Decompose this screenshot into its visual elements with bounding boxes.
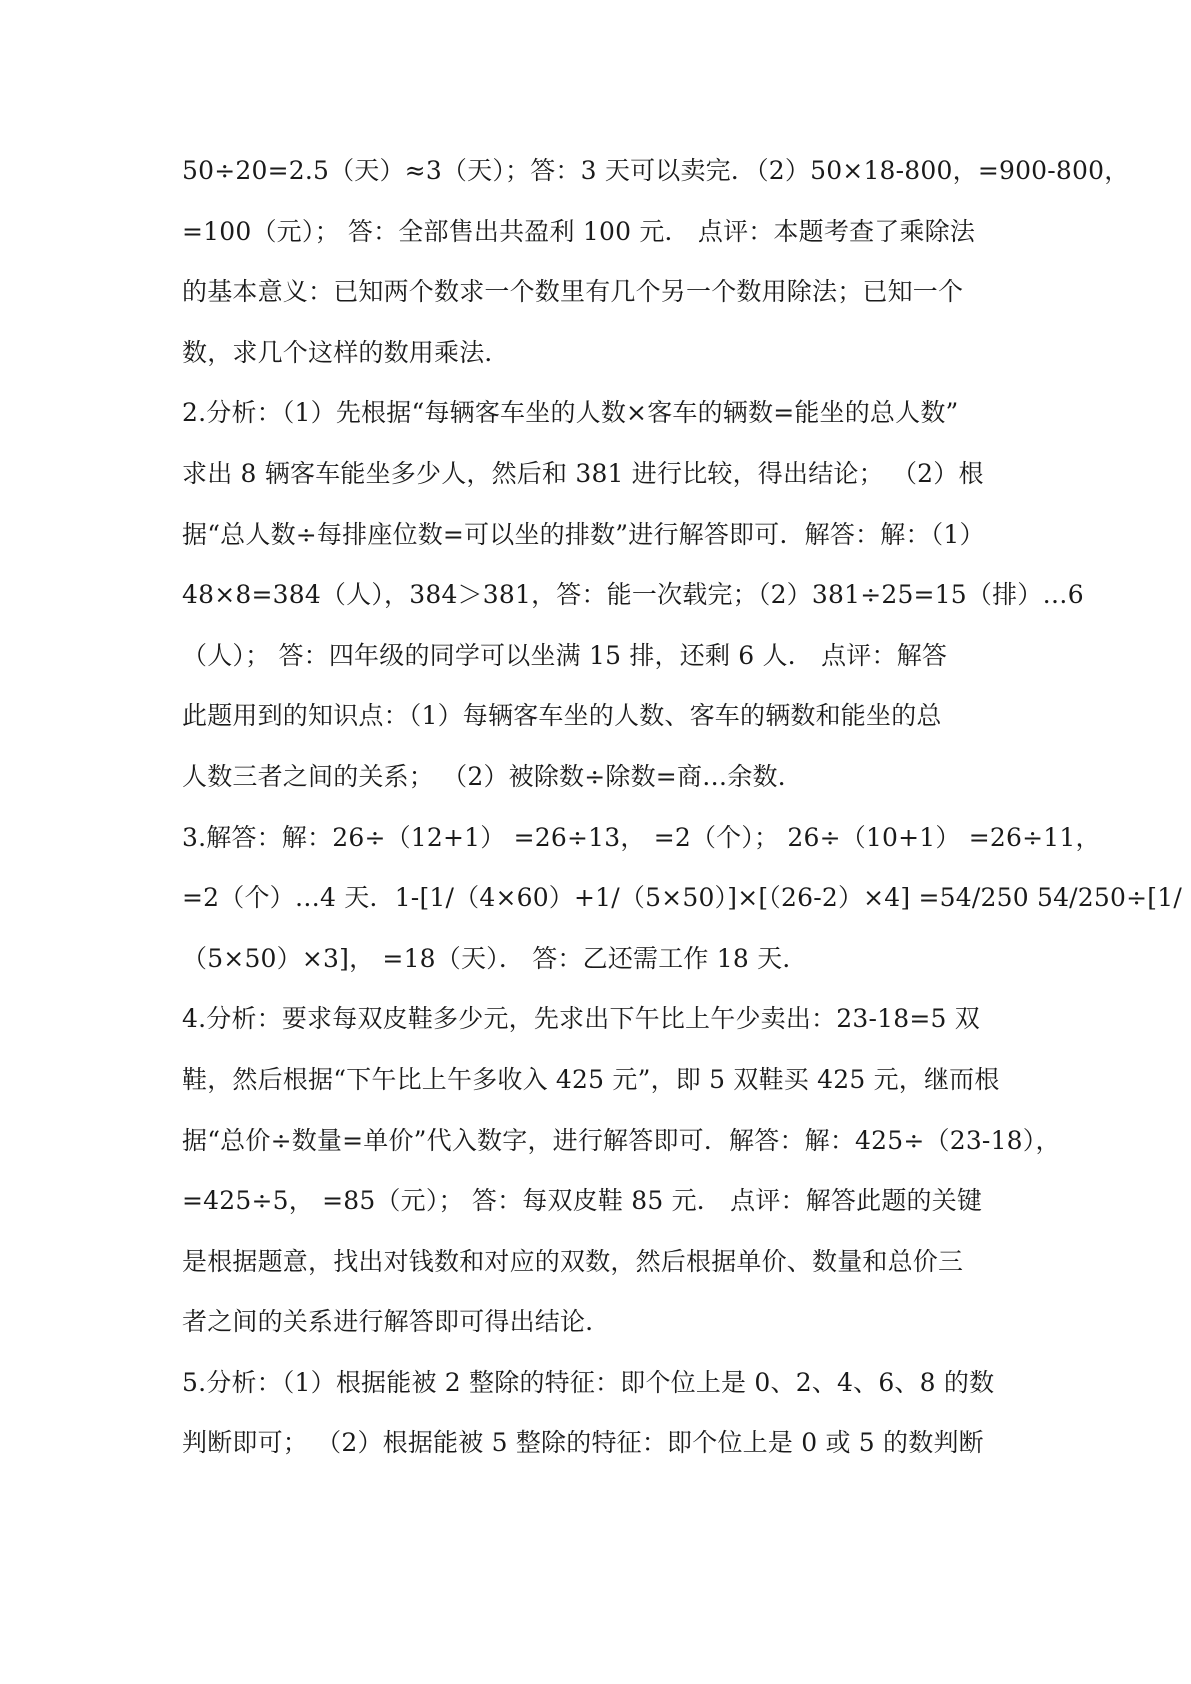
text-line: 48×8=384（人），384＞381，答：能一次载完；（2）381÷25=15（排）…6 bbox=[182, 580, 1084, 610]
text-line: 50÷20=2.5（天）≈3（天）；答：3 天可以卖完．（2）50×18-800，=900-800， bbox=[182, 156, 1130, 185]
text-line: 3.解答：解：26÷（12+1） =26÷13， =2（个）； 26÷（10+1） =26÷11， bbox=[182, 822, 1101, 852]
text-line: 据“总价÷数量=单价”代入数字，进行解答即可．解答：解：425÷（23-18）， bbox=[182, 1125, 1061, 1155]
text-line: （人）； 答：四年级的同学可以坐满 15 排，还剩 6 人． 点评：解答 bbox=[182, 640, 948, 670]
answer-text-block bbox=[182, 154, 1182, 1487]
text-line: 4.分析：要求每双皮鞋多少元，先求出下午比上午少卖出：23-18=5 双 bbox=[182, 1004, 980, 1034]
text-line: 据“总人数÷每排座位数=可以坐的排数”进行解答即可．解答：解：（1） bbox=[182, 519, 985, 549]
text-line: 鞋，然后根据“下午比上午多收入 425 元”，即 5 双鞋买 425 元，继而根 bbox=[182, 1064, 1000, 1094]
text-line: 是根据题意，找出对钱数和对应的双数，然后根据单价、数量和总价三 bbox=[182, 1246, 964, 1276]
text-line: 数，求几个这样的数用乘法． bbox=[182, 337, 510, 367]
text-line: =2（个）…4 天．1-[1/（4×60）+1/（5×50）]×[（26-2）×4] =54/250 54/250÷[1/ bbox=[182, 883, 1182, 913]
text-line: 判断即可； （2）根据能被 5 整除的特征：即个位上是 0 或 5 的数判断 bbox=[182, 1428, 984, 1458]
text-line: =425÷5， =85（元）； 答：每双皮鞋 85 元． 点评：解答此题的关键 bbox=[182, 1186, 983, 1216]
text-line: （5×50）×3]， =18（天）． 答：乙还需工作 18 天． bbox=[182, 943, 808, 973]
text-line: 此题用到的知识点：（1）每辆客车坐的人数、客车的辆数和能坐的总 bbox=[182, 701, 942, 731]
text-line: 求出 8 辆客车能坐多少人，然后和 381 进行比较，得出结论； （2）根 bbox=[182, 458, 984, 488]
text-line: 者之间的关系进行解答即可得出结论． bbox=[182, 1307, 611, 1337]
text-line: 2.分析：（1）先根据“每辆客车坐的人数×客车的辆数=能坐的总人数” bbox=[182, 398, 959, 428]
text-line: 人数三者之间的关系； （2）被除数÷除数=商…余数． bbox=[182, 761, 803, 791]
text-line: 5.分析：（1）根据能被 2 整除的特征：即个位上是 0、2、4、6、8 的数 bbox=[182, 1367, 995, 1397]
text-line: =100（元）； 答：全部售出共盈利 100 元． 点评：本题考查了乘除法 bbox=[182, 216, 976, 246]
text-line: 的基本意义：已知两个数求一个数里有几个另一个数用除法；已知一个 bbox=[182, 277, 964, 307]
